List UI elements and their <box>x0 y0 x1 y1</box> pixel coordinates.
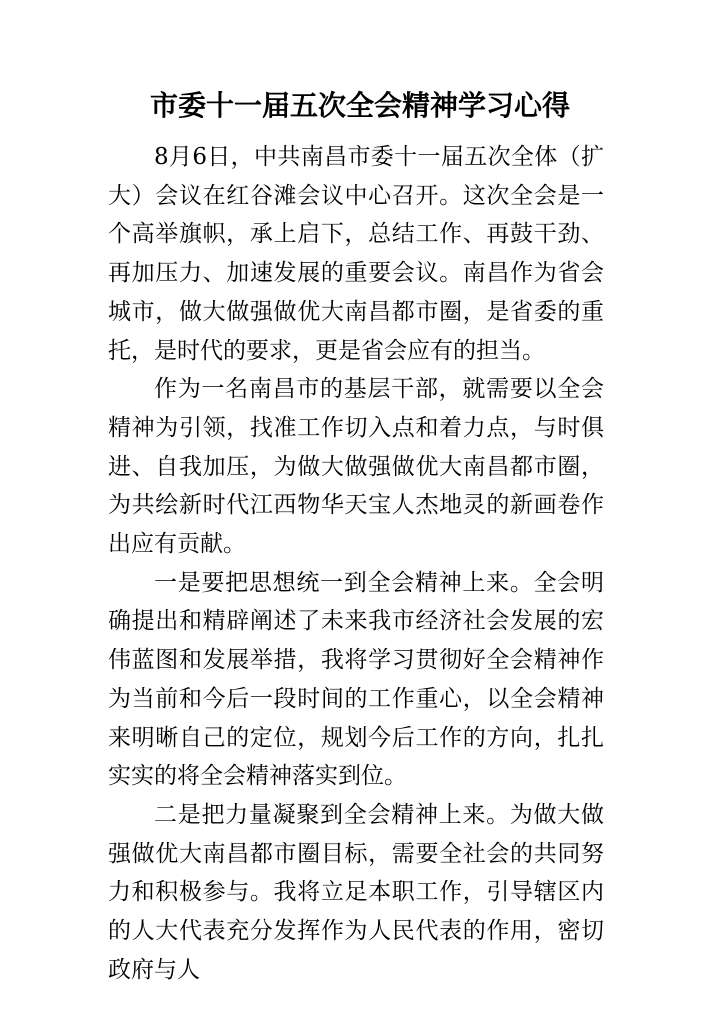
paragraph-3: 一是要把思想统一到全会精神上来。全会明确提出和精辟阐述了未来我市经济社会发展的宏伟蓝图和发展举措，我将学习贯彻好全会精神作为当前和今后一段时间的工作重心，以全会精神来明晰自己的定位，规划今后工作的方向，扎扎实实的将全会精神落实到位。 <box>108 569 604 790</box>
paragraph-4: 二是把力量凝聚到全会精神上来。为做大做强做优大南昌都市圈目标，需要全社会的共同努力和积极参与。我将立足本职工作，引导辖区内的人大代表充分发挥作为人民代表的作用，密切政府与人 <box>108 801 604 983</box>
paragraph-1: 8月6日，中共南昌市委十一届五次全体（扩大）会议在红谷滩会议中心召开。这次全会是一个高举旗帜，承上启下，总结工作、再鼓干劲、再加压力、加速发展的重要会议。南昌作为省会城市，做大做强做优大南昌都市圈，是省委的重托，是时代的要求，更是省会应有的担当。 <box>108 144 604 364</box>
paragraph-2: 作为一名南昌市的基层干部，就需要以全会精神为引领，找准工作切入点和着力点，与时俱进、自我加压，为做大做强做优大南昌都市圈，为共绘新时代江西物华天宝人杰地灵的新画卷作出应有贡献。 <box>108 376 604 558</box>
document-title: 市委十一届五次全会精神学习心得 <box>149 89 570 122</box>
document-body <box>108 138 604 989</box>
